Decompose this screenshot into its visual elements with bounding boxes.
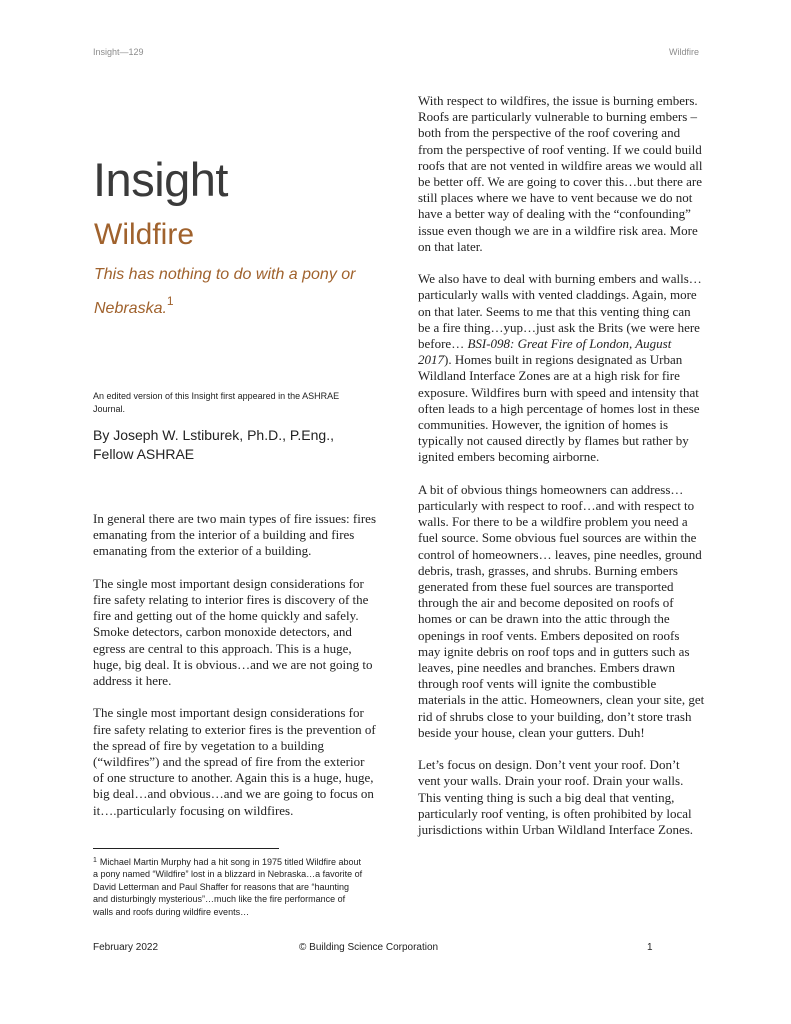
running-header-left: Insight—129: [93, 47, 144, 57]
paragraph: A bit of obvious things homeowners can address…particularly with respect to roof…and with respect to walls. For there to be a wildfire problem you need a fuel source. Some obvious fuel sources are within the control of homeowners… leaves, pine needles, ground debris, trash, grasses, and shrubs. Burning embers generated from these fuel sources are transported through the air and become deposited on roofs of homes or can be drawn into the attic through the openings in roof vents. Embers deposited on roofs may ignite debris on roof tops and in gutters such as leaves, pine needles and branches. Embers drawn through roof vents will ignite the combustible materials in the attic. Homeowners, clean your site, get rid of shrubs close to your building, don’t store trash beside your house, clean your gutters. Duh!: [418, 481, 705, 740]
paragraph-text: We also have to deal with burning embers and walls…particularly walls with vented claddings. Again, more on that later. Seems to me that this venting thing can be a fire thing…yup…just ask the Brits (we were here before…: [418, 271, 702, 352]
paragraph: [418, 271, 705, 465]
footnote-text: Michael Martin Murphy had a hit song in 1975 titled Wildfire about a pony named “Wildfire” lost in a blizzard in Nebraska…a favorite of David Letterman and Paul Shaffer for reasons that are “haunting and disturbingly mysterious”…much like the fire performance of walls and roofs during wildfire events…: [93, 857, 363, 917]
page-number: 1: [647, 942, 653, 953]
page-title: Insight: [93, 153, 228, 206]
footnote-mark: 1: [93, 857, 97, 864]
footer-copyright: © Building Science Corporation: [299, 942, 439, 953]
footer-date: February 2022: [93, 942, 159, 953]
page-subtitle: Wildfire: [94, 218, 195, 251]
edited-note: An edited version of this Insight first appeared in the ASHRAE Journal.: [93, 391, 340, 414]
paragraph: The single most important design considerations for fire safety relating to interior fires is discovery of the fire and getting out of the home quickly and safely. Smoke detectors, carbon monoxide detectors, and egress are central to this approach. This is a huge, huge, big deal. It is obvious…and we are not going to address it here.: [93, 575, 373, 689]
author-byline: By Joseph W. Lstiburek, Ph.D., P.Eng., Fellow ASHRAE: [93, 427, 334, 462]
footnote-reference[interactable]: 1: [166, 294, 174, 308]
citation-reference: BSI-098: Great Fire of London, August 2017: [418, 336, 672, 368]
tagline-text: This has nothing to do with a pony or Nebraska.: [94, 266, 356, 317]
paragraph: Let’s focus on design. Don’t vent your roof. Don’t vent your walls. Drain your roof. Drain your walls. This venting thing is such a big deal that venting, particularly roof venting, is often prohibited by local jurisdictions within Urban Wildland Interface Zones.: [418, 757, 694, 838]
paragraph: In general there are two main types of fire issues: fires emanating from the interior of a building and fires emanating from the exterior of a building.: [93, 511, 377, 559]
left-column: [93, 511, 376, 835]
running-header-right: Wildfire: [668, 47, 699, 57]
paragraph-text: ). Homes built in regions designated as Urban Wildland Interface Zones are at a high risk for fire exposure. Wildfires burn with speed and intensity that often leads to a high percentage of homes lost in these communities. However, the ignition of homes is typically not caused directly by flames but rather by ignited embers becoming airborne.: [418, 352, 700, 465]
right-column: [418, 93, 705, 854]
footnote: [93, 856, 363, 918]
tagline: [94, 258, 364, 326]
paragraph: The single most important design considerations for fire safety relating to exterior fires is the prevention of the spread of fire by vegetation to a building (“wildfires”) and the spread of fire from the exterior of one structure to another. Again this is a huge, huge, big deal…and obvious…and we are going to focus on it….particularly focusing on wildfires.: [93, 705, 376, 818]
paragraph: With respect to wildfires, the issue is burning embers. Roofs are particularly vulnerable to burning embers – both from the perspective of the roof covering and from the perspective of roof venting. If we could build roofs that are not vented in wildfire areas we would all be better off. We are going to cover this…but there are still places where we have to vent because we do not have a better way of dealing with the “confounding” issue even though we are in a wildfire risk area. More on that later.: [418, 93, 703, 254]
footnote-divider: [93, 848, 279, 849]
